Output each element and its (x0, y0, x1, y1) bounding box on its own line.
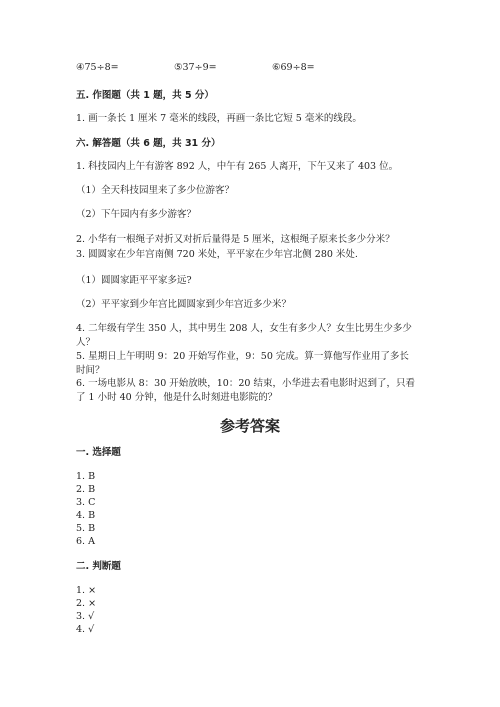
answer-section-2-heading: 二. 判断题 (76, 561, 121, 572)
section-6-question-1: 1. 科技园内上午有游客 892 人，中午有 265 人离开，下午又来了 403 位。 (76, 161, 399, 172)
section-5-question-1: 1. 画一条长 1 厘米 7 毫米的线段，再画一条比它短 5 毫米的线段。 (76, 113, 362, 124)
question-1-part-2: （2）下午园内有多少游客？ (76, 209, 197, 220)
answer-2-3: 3. √ (76, 611, 95, 622)
section-6-question-4-line-1: 4. 二年级有学生 350 人，其中男生 208 人，女生有多少人？女生比男生少多少 (76, 323, 412, 334)
section-6-question-6-line-2: 了 1 小时 40 分钟，他是什么时刻进电影院的？ (76, 392, 278, 403)
answer-section-1-heading: 一. 选择题 (76, 447, 121, 458)
question-3-part-2: （2）平平家到少年宫比圆圆家到少年宫近多少米？ (76, 299, 292, 310)
section-6-question-5-line-1: 5. 星期日上午明明 9：20 开始写作业，9：50 完成。算一算他写作业用了多长 (76, 351, 409, 362)
answer-1-5: 5. B (76, 523, 96, 534)
answer-1-1: 1. B (76, 471, 96, 482)
section-6-question-6-line-1: 6. 一场电影从 8：30 开始放映，10：20 结束，小华进去看电影时迟到了，只看 (76, 378, 415, 389)
section-6-question-2: 2. 小华有一根绳子对折又对折后量得是 5 厘米，这根绳子原来长多少分米？ (76, 234, 395, 245)
exercise-4: ④75÷8= (76, 62, 119, 73)
answer-1-6: 6. A (76, 536, 95, 547)
answer-2-2: 2. × (76, 598, 97, 609)
section-6-heading: 六. 解答题（共 6 题，共 31 分） (76, 138, 221, 149)
exercise-6: ⑥69÷8= (272, 62, 315, 73)
answer-key-title: 参考答案 (219, 417, 280, 435)
section-6-question-5-line-2: 时间？ (76, 365, 105, 376)
section-5-heading: 五. 作图题（共 1 题，共 5 分） (76, 90, 214, 101)
question-3-part-1: （1）圆圆家距平平家多远? (76, 275, 192, 286)
exercise-5: ⑤37÷9= (174, 62, 217, 73)
answer-2-4: 4. √ (76, 624, 95, 635)
section-6-question-3: 3. 圆圆家在少年宫南侧 720 米处，平平家在少年宫北侧 280 米处. (76, 249, 358, 260)
question-1-part-1: （1）全天科技园里来了多少位游客？ (76, 185, 235, 196)
section-6-question-4-line-2: 人？ (76, 337, 96, 348)
division-exercises-row (76, 61, 436, 74)
answer-1-4: 4. B (76, 510, 96, 521)
answer-2-1: 1. × (76, 585, 97, 596)
answer-1-3: 3. C (76, 497, 96, 508)
answer-1-2: 2. B (76, 484, 96, 495)
